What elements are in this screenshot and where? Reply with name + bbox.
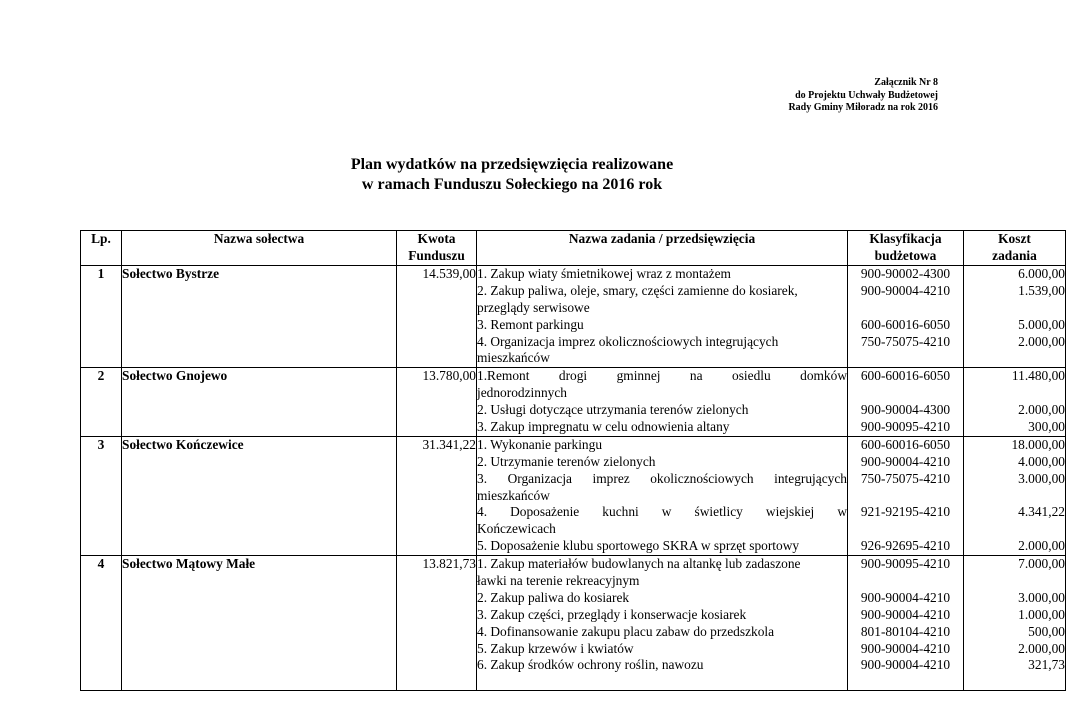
classification-line: 900-90004-4210: [860, 282, 951, 298]
cost-line: 5.000,00: [1018, 316, 1065, 332]
task-line: 1. Zakup wiaty śmietnikowej wraz z montażem: [477, 266, 731, 281]
header-lp: Lp.: [81, 231, 122, 266]
classification-line: 900-90004-4210: [860, 453, 951, 469]
row-classifications: [848, 266, 964, 368]
row-fund-amount: 13.821,73: [397, 556, 477, 691]
classification-line: 600-60016-6050: [860, 436, 951, 452]
header-amount: [397, 231, 477, 266]
row-fund-amount: 31.341,22: [397, 436, 477, 555]
header-cost: [964, 231, 1066, 266]
task-line: 4. Organizacja imprez okolicznościowych integrujących: [477, 333, 779, 349]
classification-line: 900-90004-4210: [860, 589, 951, 605]
row-village-name: Sołectwo Mątowy Małe: [122, 556, 397, 691]
classification-line: 900-90095-4210: [860, 419, 951, 435]
expense-plan-table: [80, 230, 1066, 691]
cost-line: 3.000,00: [1018, 589, 1065, 605]
task-line: 1.Remont drogi gminnej na osiedlu domków: [477, 368, 847, 384]
cost-line: 6.000,00: [1018, 266, 1065, 281]
classification-line: 900-90004-4300: [860, 402, 951, 418]
header-name: Nazwa sołectwa: [122, 231, 397, 266]
task-line: 2. Zakup paliwa do kosiarek: [477, 589, 630, 605]
classification-line: 900-90004-4210: [860, 640, 951, 656]
cost-line: 300,00: [1028, 419, 1065, 435]
header-cost-line-2: zadania: [992, 247, 1037, 263]
cost-line: 1.539,00: [1018, 282, 1065, 298]
row-costs: [964, 266, 1066, 368]
cost-line: [964, 488, 1065, 505]
row-village-name: Sołectwo Gnojewo: [122, 368, 397, 437]
cost-line: 18.000,00: [1011, 436, 1065, 452]
classification-line: 900-90004-4210: [860, 657, 951, 673]
page-title-line-1: Plan wydatków na przedsięwzięcia realizowane: [350, 156, 674, 173]
row-village-name: Sołectwo Kończewice: [122, 436, 397, 555]
task-line: ławki na terenie rekreacyjnym: [477, 573, 640, 589]
page-title: [0, 155, 1024, 195]
task-line: 5. Zakup krzewów i kwiatów: [477, 640, 634, 656]
task-line: mieszkańców: [477, 350, 550, 366]
header-amount-line-1: Kwota: [417, 231, 456, 246]
classification-line: 900-90002-4300: [860, 266, 951, 281]
task-line: 4. Doposażenie kuchni w świetlicy wiejskiej w: [477, 504, 847, 520]
cost-line: 321,73: [1028, 657, 1065, 673]
row-costs: [964, 368, 1066, 437]
classification-line: 600-60016-6050: [860, 316, 951, 332]
cost-line: [964, 385, 1065, 402]
task-line: 5. Doposażenie klubu sportowego SKRA w sprzęt sportowy: [477, 538, 800, 554]
row-classifications: [848, 368, 964, 437]
cost-line: 2.000,00: [1018, 402, 1065, 418]
cost-line: 2.000,00: [1018, 538, 1065, 554]
cost-line: 4.341,22: [1018, 504, 1065, 520]
header-cost-line-1: Koszt: [998, 231, 1031, 246]
cost-line: [964, 300, 1065, 317]
classification-line: 600-60016-6050: [860, 368, 951, 384]
header-amount-line-2: Funduszu: [408, 247, 465, 263]
task-line: 6. Zakup środków ochrony roślin, nawozu: [477, 657, 704, 673]
cost-line: [964, 573, 1065, 590]
row-village-name: Sołectwo Bystrze: [122, 266, 397, 368]
task-line: 3. Remont parkingu: [477, 316, 584, 332]
cost-line: 2.000,00: [1018, 333, 1065, 349]
classification-line: [848, 488, 963, 505]
task-line: jednorodzinnych: [477, 385, 567, 401]
cost-line: 11.480,00: [1011, 368, 1065, 384]
table-header-row: [81, 231, 1066, 266]
cost-line: 2.000,00: [1018, 640, 1065, 656]
task-line: Kończewicach: [477, 521, 556, 537]
row-lp: 4: [81, 556, 122, 691]
row-lp: 3: [81, 436, 122, 555]
header-classification: [848, 231, 964, 266]
row-costs: [964, 556, 1066, 691]
row-lp: 2: [81, 368, 122, 437]
classification-line: [848, 300, 963, 317]
row-tasks: [477, 436, 848, 555]
cost-line: 500,00: [1028, 623, 1065, 639]
classification-line: [848, 521, 963, 538]
task-line: 3. Organizacja imprez okolicznościowych integrujących: [477, 470, 847, 486]
task-line: 4. Dofinansowanie zakupu placu zabaw do przedszkola: [477, 623, 775, 639]
header-task: Nazwa zadania / przedsięwzięcia: [477, 231, 848, 266]
cost-line: 7.000,00: [1018, 556, 1065, 572]
row-tasks: [477, 266, 848, 368]
classification-line: 750-75075-4210: [860, 470, 951, 486]
task-line: 1. Zakup materiałów budowlanych na altankę lub zadaszone: [477, 556, 801, 572]
task-line: 2. Usługi dotyczące utrzymania terenów zielonych: [477, 402, 749, 418]
annex-council: Rady Gminy Miłoradz na rok 2016: [788, 102, 938, 113]
cost-line: 1.000,00: [1018, 606, 1065, 622]
classification-line: 801-80104-4210: [860, 623, 951, 639]
header-classification-line-2: budżetowa: [874, 247, 937, 263]
table-row: [81, 368, 1066, 437]
classification-line: [848, 573, 963, 590]
annex-number: Załącznik Nr 8: [874, 77, 938, 88]
classification-line: 750-75075-4210: [860, 333, 951, 349]
table-row: [81, 266, 1066, 368]
task-line: przeglądy serwisowe: [477, 299, 590, 315]
cost-line: 3.000,00: [1018, 470, 1065, 486]
cost-line: [964, 350, 1065, 367]
classification-line: [848, 350, 963, 367]
classification-line: [848, 385, 963, 402]
annex-project: do Projektu Uchwały Budżetowej: [795, 89, 938, 101]
table-row: [81, 556, 1066, 691]
annex-header: [788, 77, 938, 115]
task-line: mieszkańców: [477, 487, 550, 503]
classification-line: 900-90095-4210: [860, 556, 951, 572]
task-line: 3. Zakup części, przeglądy i konserwacje kosiarek: [477, 606, 747, 622]
task-line: 3. Zakup impregnatu w celu odnowienia altany: [477, 419, 730, 435]
cost-line: 4.000,00: [1018, 453, 1065, 469]
row-tasks: [477, 368, 848, 437]
page-title-line-2: w ramach Funduszu Sołeckiego na 2016 rok: [361, 176, 663, 193]
row-costs: [964, 436, 1066, 555]
row-fund-amount: 13.780,00: [397, 368, 477, 437]
row-tasks: [477, 556, 848, 691]
row-classifications: [848, 436, 964, 555]
cost-line: [964, 521, 1065, 538]
row-classifications: [848, 556, 964, 691]
task-line: 1. Wykonanie parkingu: [477, 436, 603, 452]
row-fund-amount: 14.539,00: [397, 266, 477, 368]
task-line: 2. Utrzymanie terenów zielonych: [477, 453, 656, 469]
table-row: [81, 436, 1066, 555]
classification-line: 926-92695-4210: [860, 538, 951, 554]
classification-line: 921-92195-4210: [860, 504, 951, 520]
task-line: 2. Zakup paliwa, oleje, smary, części zamienne do kosiarek,: [477, 282, 798, 298]
header-classification-line-1: Klasyfikacja: [869, 231, 942, 246]
classification-line: 900-90004-4210: [860, 606, 951, 622]
row-lp: 1: [81, 266, 122, 368]
